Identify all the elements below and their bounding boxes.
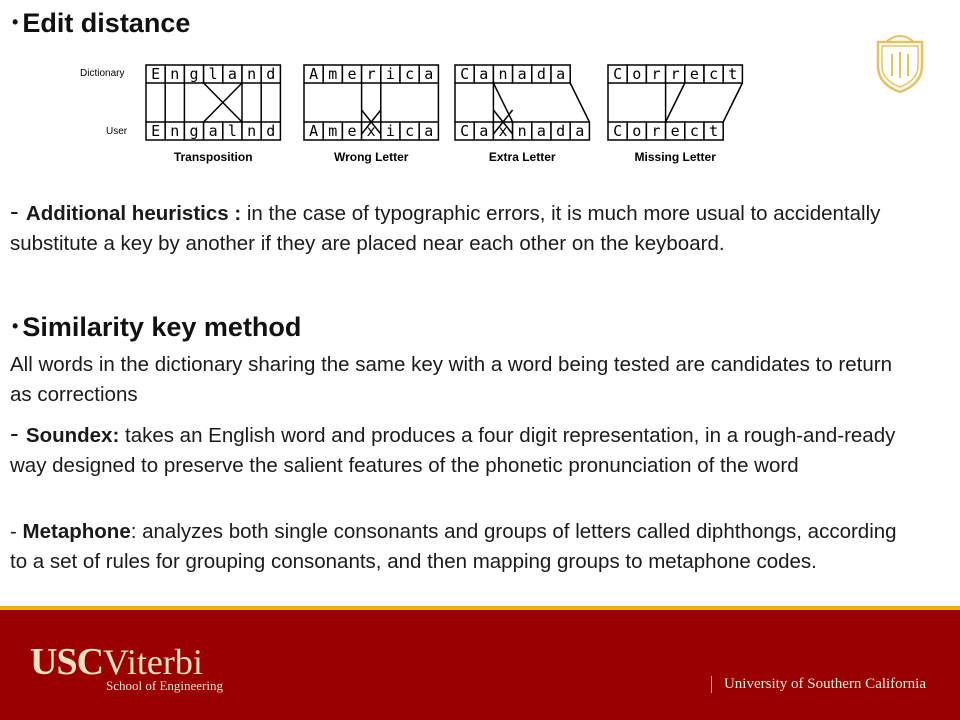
- letter-bottom: a: [479, 122, 489, 140]
- connector-line: [570, 83, 589, 122]
- paragraph-soundex: [10, 418, 910, 481]
- heading-edit-distance: [12, 8, 190, 39]
- heading-text: Edit distance: [22, 8, 191, 38]
- bold-term: Metaphone: [22, 520, 131, 543]
- row-label-dictionary: Dictionary: [80, 68, 125, 79]
- connector-line: [493, 83, 512, 122]
- letter-bottom: n: [170, 122, 180, 140]
- letter-top: o: [632, 65, 642, 83]
- heading-similarity-key: [12, 312, 301, 343]
- letter-bottom: c: [689, 122, 699, 140]
- letter-top: l: [208, 65, 218, 83]
- panel-caption: Extra Letter: [488, 150, 556, 164]
- heading-text: Similarity key method: [22, 312, 302, 342]
- letter-bottom: d: [266, 122, 276, 140]
- letter-bottom: a: [536, 122, 546, 140]
- letter-top: n: [170, 65, 180, 83]
- letter-bottom: a: [208, 122, 218, 140]
- paragraph-text: in the case of typographic errors, it is much more usual to accidentally substitute a key by another if they are placed near each other on the keyboard.: [10, 202, 881, 255]
- usc-viterbi-logo: [30, 640, 223, 694]
- letter-bottom: E: [151, 122, 161, 140]
- dash-marker: -: [10, 520, 23, 543]
- bold-term: Soundex:: [25, 424, 120, 447]
- letter-top: a: [556, 65, 566, 83]
- letter-top: r: [651, 65, 661, 83]
- letter-top: m: [328, 65, 338, 83]
- letter-bottom: i: [385, 122, 395, 140]
- letter-bottom: d: [556, 122, 566, 140]
- letter-bottom: l: [227, 122, 237, 140]
- letter-bottom: g: [189, 122, 199, 140]
- bold-term: Additional heuristics :: [25, 202, 242, 225]
- letter-top: n: [498, 65, 508, 83]
- letter-bottom: C: [460, 122, 470, 140]
- letter-bottom: e: [670, 122, 680, 140]
- paragraph-additional-heuristics: [10, 196, 910, 259]
- dash-marker: -: [10, 196, 26, 226]
- letter-top: c: [709, 65, 719, 83]
- letter-top: d: [536, 65, 546, 83]
- letter-top: i: [385, 65, 395, 83]
- letter-top: C: [460, 65, 470, 83]
- letter-top: r: [670, 65, 680, 83]
- letter-bottom: a: [575, 122, 585, 140]
- letter-bottom: n: [517, 122, 527, 140]
- letter-bottom: o: [632, 122, 642, 140]
- letter-bottom: n: [247, 122, 257, 140]
- bullet-icon: •: [12, 316, 19, 336]
- connector-line: [723, 83, 742, 122]
- letter-bottom: a: [424, 122, 434, 140]
- letter-top: e: [347, 65, 357, 83]
- letter-top: c: [405, 65, 415, 83]
- usc-seal-icon: [872, 32, 928, 94]
- letter-top: E: [151, 65, 161, 83]
- letter-top: d: [266, 65, 276, 83]
- connector-line: [666, 83, 685, 122]
- paragraph-metaphone: [10, 517, 910, 577]
- row-label-user: User: [106, 126, 128, 137]
- letter-top: a: [227, 65, 237, 83]
- letter-top: a: [517, 65, 527, 83]
- letter-bottom: r: [651, 122, 661, 140]
- letter-bottom: C: [613, 122, 623, 140]
- letter-top: n: [247, 65, 257, 83]
- logo-viterbi: Viterbi: [103, 642, 203, 682]
- paragraph-text: : analyzes both single consonants and groups of letters called diphthongs, according to a set of rules for grouping consonants, and then mapping groups to metaphone codes.: [10, 520, 897, 573]
- letter-top: r: [366, 65, 376, 83]
- letter-top: a: [424, 65, 434, 83]
- letter-top: t: [728, 65, 738, 83]
- logo-school: School of Engineering: [106, 678, 223, 693]
- panel-caption: Transposition: [173, 150, 253, 164]
- panel-caption: Wrong Letter: [333, 150, 409, 164]
- letter-top: g: [189, 65, 199, 83]
- letter-top: e: [689, 65, 699, 83]
- edit-distance-diagram: [70, 58, 750, 168]
- logo-usc: USC: [30, 641, 104, 683]
- letter-bottom: t: [709, 122, 719, 140]
- letter-bottom: m: [328, 122, 338, 140]
- panel-caption: Missing Letter: [634, 150, 716, 164]
- university-name: University of Southern California: [711, 676, 926, 693]
- dash-marker: -: [10, 418, 26, 448]
- letter-top: a: [479, 65, 489, 83]
- letter-bottom: x: [498, 122, 508, 140]
- letter-top: C: [613, 65, 623, 83]
- paragraph-text: takes an English word and produces a four digit representation, in a rough-and-ready way designed to preserve the salient features of the phonetic pronunciation of the word: [10, 424, 896, 477]
- letter-bottom: x: [366, 122, 376, 140]
- letter-bottom: c: [405, 122, 415, 140]
- paragraph-similarity-description: All words in the dictionary sharing the same key with a word being tested are candidates to return as corrections: [10, 353, 892, 406]
- bullet-icon: •: [12, 12, 19, 32]
- letter-bottom: A: [309, 122, 319, 140]
- letter-bottom: e: [347, 122, 357, 140]
- letter-top: A: [309, 65, 319, 83]
